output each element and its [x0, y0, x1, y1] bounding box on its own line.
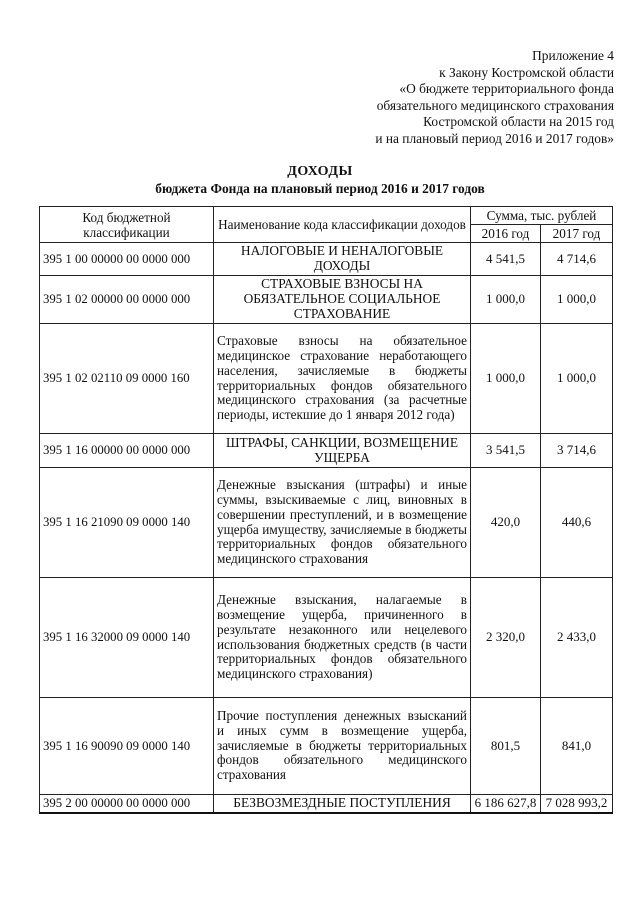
row-value-2017: 1 000,0 [541, 324, 613, 434]
appendix-line: Приложение 4 [532, 48, 614, 63]
row-name: Денежные взыскания (штрафы) и иные суммы, взыскиваемые с лиц, виновных в совершении преступлений, и в возмещение ущерба имуществу, зачисляемые в бюджеты территориальных фондов обязательного медицинского страхования [214, 468, 471, 578]
row-name: Прочие поступления денежных взысканий и иных сумм в возмещение ущерба, зачисляемые в бюджеты территориальных фондов обязательного медицинского страхования [214, 698, 471, 795]
row-value-2017: 1 000,0 [541, 276, 613, 324]
row-name: Страховые взносы на обязательное медицинское страхование неработающего населения, зачисляемые в бюджеты территориальных фондов обязательного медицинского страхования (за расчетные периоды, истекшие до 1 января 2012 года) [214, 324, 471, 434]
table-row [40, 468, 613, 578]
row-value-2016: 420,0 [471, 468, 541, 578]
row-value-2016: 1 000,0 [471, 324, 541, 434]
table-row [40, 578, 613, 698]
header-year-2017: 2017 год [541, 225, 613, 243]
row-value-2016: 3 541,5 [471, 434, 541, 468]
row-name: Денежные взыскания, налагаемые в возмещение ущерба, причиненного в результате незаконного или нецелевого использования бюджетных средств (в части территориальных фондов обязательного медицинского страхования) [214, 578, 471, 698]
row-code: 395 1 16 00000 00 0000 000 [40, 434, 214, 468]
row-code: 395 1 02 02110 09 0000 160 [40, 324, 214, 434]
row-name: СТРАХОВЫЕ ВЗНОСЫ НА ОБЯЗАТЕЛЬНОЕ СОЦИАЛЬНОЕ СТРАХОВАНИЕ [214, 276, 471, 324]
header-name: Наименование кода классификации доходов [214, 207, 471, 243]
row-code: 395 1 16 21090 09 0000 140 [40, 468, 214, 578]
table-row [40, 243, 613, 276]
appendix-line: «О бюджете территориального фонда [399, 81, 614, 97]
header-sum: Сумма, тыс. рублей [471, 207, 613, 225]
row-value-2016: 1 000,0 [471, 276, 541, 324]
row-code: 395 1 00 00000 00 0000 000 [40, 243, 214, 276]
row-code: 395 1 16 32000 09 0000 140 [40, 578, 214, 698]
table-row [40, 795, 613, 813]
row-name: БЕЗВОЗМЕЗДНЫЕ ПОСТУПЛЕНИЯ [214, 795, 471, 813]
table-row [40, 434, 613, 468]
row-value-2016: 6 186 627,8 [471, 795, 541, 813]
row-value-2017: 7 028 993,2 [541, 795, 613, 813]
row-code: 395 1 02 00000 00 0000 000 [40, 276, 214, 324]
appendix-line: обязательного медицинского страхования [376, 97, 614, 113]
table-row [40, 324, 613, 434]
row-name: НАЛОГОВЫЕ И НЕНАЛОГОВЫЕ ДОХОДЫ [214, 243, 471, 276]
title-line-2: бюджета Фонда на плановый период 2016 и 2017 годов [155, 181, 485, 196]
title-line-1: ДОХОДЫ [287, 164, 353, 179]
income-table [39, 206, 613, 814]
row-name: ШТРАФЫ, САНКЦИИ, ВОЗМЕЩЕНИЕ УЩЕРБА [214, 434, 471, 468]
row-value-2017: 3 714,6 [541, 434, 613, 468]
row-value-2017: 4 714,6 [541, 243, 613, 276]
table-row [40, 698, 613, 795]
document-title [0, 163, 640, 197]
row-value-2016: 2 320,0 [471, 578, 541, 698]
row-value-2017: 841,0 [541, 698, 613, 795]
appendix-note [284, 48, 614, 148]
appendix-line: к Закону Костромской области [439, 64, 614, 80]
table-row [40, 276, 613, 324]
appendix-line: и на плановый период 2016 и 2017 годов» [375, 130, 614, 146]
row-code: 395 1 16 90090 09 0000 140 [40, 698, 214, 795]
row-value-2017: 440,6 [541, 468, 613, 578]
appendix-line: Костромской области на 2015 год [423, 114, 614, 130]
table-header-row [40, 207, 613, 225]
row-value-2017: 2 433,0 [541, 578, 613, 698]
row-value-2016: 4 541,5 [471, 243, 541, 276]
header-code: Код бюджетной классификации [40, 207, 214, 243]
header-year-2016: 2016 год [471, 225, 541, 243]
row-code: 395 2 00 00000 00 0000 000 [40, 795, 214, 813]
row-value-2016: 801,5 [471, 698, 541, 795]
